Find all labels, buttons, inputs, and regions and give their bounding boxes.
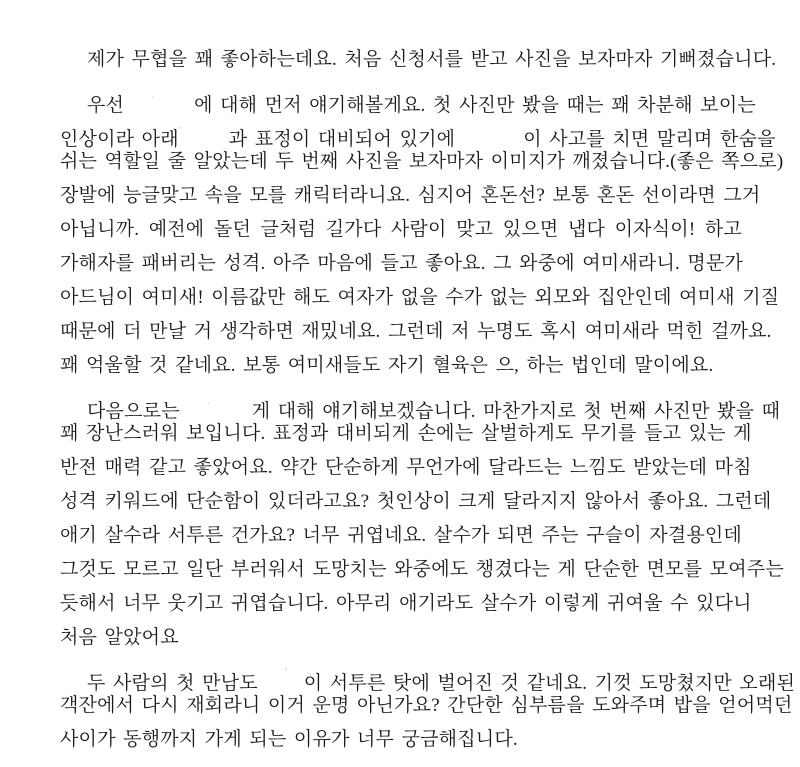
text-line: [60, 553, 784, 587]
line-text: 듯해서 너무 웃기고 귀엽습니다. 아무리 애기라도 살수가 이렇게 귀여울 수 있다니: [60, 593, 752, 614]
redacted-name-gap: .: [151, 86, 155, 101]
line-text: 게 대해 얘기해보겠습니다. 마찬가지로 첫 번째 사진만 봤을 때: [251, 401, 781, 422]
text-line: [60, 111, 776, 150]
redacted-name-gap: ·: [178, 120, 184, 135]
text-line: [60, 621, 742, 655]
text-line: [60, 519, 742, 553]
line-text: 인상이라 아래: [60, 129, 179, 150]
text-line: [60, 77, 756, 116]
text-line: [60, 485, 772, 519]
text-line: [60, 587, 752, 621]
line-text: 두 사람의 첫 만남도: [87, 673, 258, 694]
redacted-name-gap: .: [206, 392, 211, 407]
line-text: 우선: [87, 95, 125, 116]
text-line: [60, 281, 780, 315]
line-text: 처음 알았어요: [60, 627, 179, 648]
line-text: 가해자를 패버리는 성격. 아주 마음에 들고 좋아요. 그 와중에 여미새라니. 명문가: [60, 253, 744, 274]
text-line: [60, 315, 772, 349]
text-line: [60, 247, 742, 281]
line-text: 때문에 더 만날 거 생각하면 재밌네요. 그런데 저 누명도 혹시 여미새라 먹힌 걸까요.: [60, 321, 772, 342]
line-text: 꽤 장난스러워 보입니다. 표정과 대비되게 손에는 살벌하게도 무기를 들고 있는 게: [60, 423, 752, 444]
line-text: 아닙니까. 예전에 돌던 글처럼 길가다 사람이 맞고 있으면 냅다 이자식이! 하고: [60, 219, 742, 240]
line-text: 쉬는 역할일 줄 알았는데 두 번째 사진을 보자마자 이미지가 깨졌습니다.(좋은 쪽으로): [60, 151, 784, 172]
line-text: 그것도 모르고 일단 부러워서 도망치는 와중에도 챙겼다는 게 단순한 면모를 모여주는: [60, 559, 784, 580]
line-text: 사이가 동행까지 가게 되는 이유가 너무 궁금해집니다.: [60, 729, 518, 750]
line-text: 에 대해 먼저 얘기해볼게요. 첫 사진만 봤을 때는 꽤 차분해 보이는: [194, 95, 756, 116]
line-text: 제가 무협을 꽤 좋아하는데요. 처음 신청서를 받고 사진을 보자마자 기뻐졌습니다.: [87, 49, 777, 70]
line-text: 다음으로는: [87, 401, 180, 422]
line-text: 성격 키워드에 단순함이 있더라고요? 첫인상이 크게 달라지지 않아서 좋아요. 그런데: [60, 491, 772, 512]
line-text: 장발에 능글맞고 속을 모를 캐릭터라니요. 심지어 혼돈선? 보통 혼돈 선이라면 그거: [60, 185, 761, 206]
redacted-name-gap: ': [284, 664, 288, 679]
line-text: 이 서투른 탓에 벌어진 것 같네요. 기껏 도망쳤지만 오래된: [303, 673, 796, 694]
line-text: 이 사고를 치면 말리며 한숨을: [523, 129, 776, 150]
text-line: [60, 723, 742, 757]
text-line: [60, 655, 796, 694]
text-line: [60, 417, 752, 451]
line-text: 과 표정이 대비되어 있기에: [228, 129, 456, 150]
text-line: [60, 383, 781, 422]
line-text: 애기 살수라 서투른 건가요? 너무 귀엽네요. 살수가 되면 주는 구슬이 자결용인데: [60, 525, 742, 546]
text-line: [60, 689, 793, 723]
line-text: 아드님이 여미새! 이름값만 해도 여자가 없을 수가 없는 외모와 집안인데 여미새 기질: [60, 287, 780, 308]
text-line: [60, 213, 742, 247]
document-text: [60, 43, 796, 757]
text-line: [60, 451, 752, 485]
line-text: 반전 매력 같고 좋았어요. 약간 단순하게 무언가에 달라드는 느낌도 받았는데 마침: [60, 457, 752, 478]
text-line: [60, 145, 784, 179]
text-line: [60, 43, 777, 77]
text-line: [60, 349, 742, 383]
line-text: 객잔에서 다시 재회라니 이거 운명 아닌가요? 간단한 심부름을 도와주며 밥을 얻어먹던: [60, 695, 793, 716]
line-text: 꽤 억울할 것 같네요. 보통 여미새들도 자기 혈육은 으, 하는 법인데 말이에요.: [60, 355, 714, 376]
text-line: [60, 179, 761, 213]
